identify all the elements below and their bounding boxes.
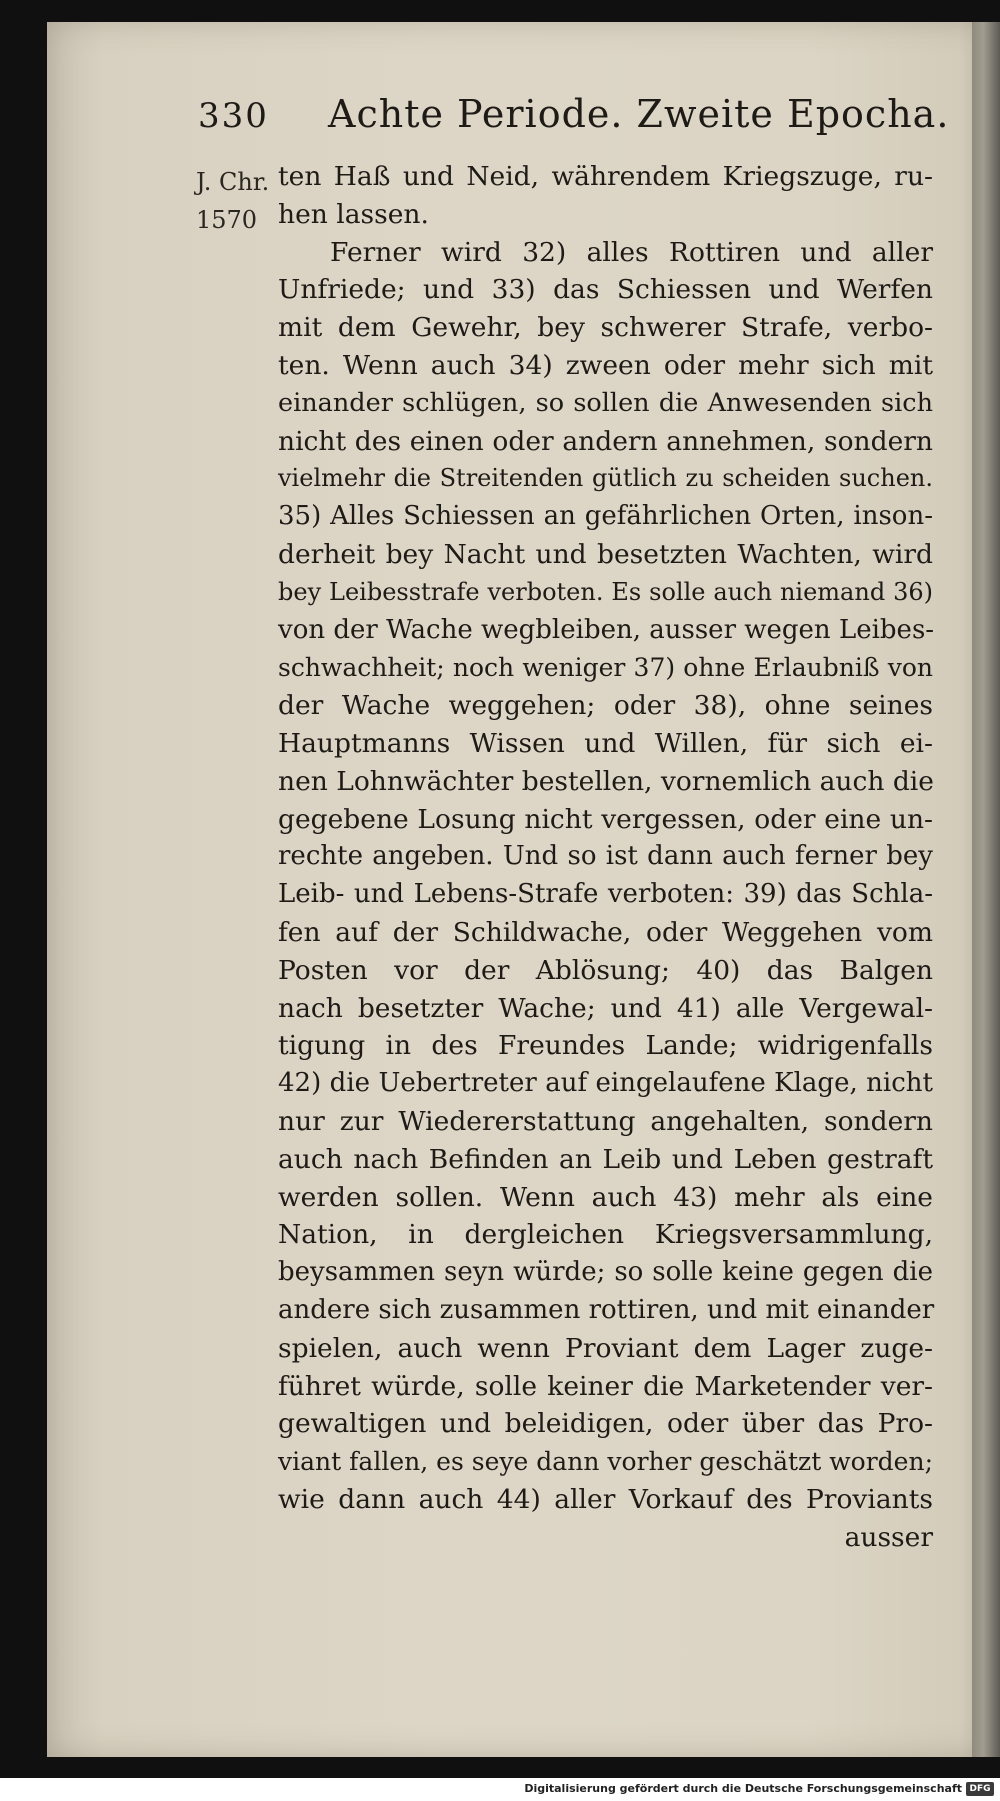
text-line: viant fallen, es seye dann vorher geschätzt worden; — [278, 1447, 933, 1477]
text-line: beysammen seyn würde; so solle keine gegen die — [278, 1257, 933, 1288]
text-line: mit dem Gewehr, bey schwerer Strafe, verbo- — [278, 312, 933, 344]
text-line: fen auf der Schildwache, oder Weggehen vom — [278, 916, 933, 948]
text-line: tigung in des Freundes Lande; widrigenfalls — [278, 1030, 933, 1062]
text-line: Leib- und Lebens-Strafe verboten: 39) das Schla- — [278, 879, 933, 910]
text-line: ten. Wenn auch 34) zween oder mehr sich mit — [278, 349, 933, 381]
funding-credit: Digitalisierung gefördert durch die Deutsche Forschungsgemeinschaft — [524, 1782, 962, 1795]
text-line: derheit bey Nacht und besetzten Wachten, wird — [278, 538, 933, 570]
text-line: werden sollen. Wenn auch 43) mehr als eine — [278, 1181, 933, 1213]
text-line: von der Wache wegbleiben, ausser wegen Leibes- — [278, 614, 935, 645]
text-line: nur zur Wiedererstattung angehalten, sondern — [278, 1105, 933, 1137]
text-line: Unfriede; und 33) das Schiessen und Werfen — [278, 274, 933, 306]
text-line: nach besetzter Wache; und 41) alle Vergewal- — [278, 992, 933, 1024]
text-line: spielen, auch wenn Proviant dem Lager zuge- — [278, 1332, 933, 1364]
text-line: Nation, in dergleichen Kriegsversammlung, — [278, 1219, 933, 1251]
text-line: schwachheit; noch weniger 37) ohne Erlaubniß von — [278, 653, 933, 683]
text-line: vielmehr die Streitenden gütlich zu scheiden suchen. — [278, 464, 933, 493]
catchword: ausser — [844, 1521, 933, 1553]
text-line: Hauptmanns Wissen und Willen, für sich ei- — [278, 727, 933, 759]
text-line: gewaltigen und beleidigen, oder über das Pro- — [278, 1408, 933, 1440]
text-line: bey Leibesstrafe verboten. Es solle auch niemand 36) — [278, 577, 933, 606]
text-line: einander schlügen, so sollen die Anwesenden sich — [278, 387, 933, 418]
body-text — [278, 158, 933, 1556]
text-line: wie dann auch 44) aller Vorkauf des Proviants — [278, 1483, 933, 1515]
margin-era: J. Chr. — [196, 168, 270, 196]
running-head: Achte Periode. Zweite Epocha. — [328, 92, 950, 136]
text-line: Ferner wird 32) alles Rottiren und aller — [330, 236, 933, 268]
margin-date-note — [196, 163, 269, 239]
page-edge-shadow — [972, 22, 1000, 1757]
text-line: 35) Alles Schiessen an gefährlichen Orten, inson- — [278, 501, 933, 532]
text-line: Posten vor der Ablösung; 40) das Balgen — [278, 954, 933, 986]
text-line: ten Haß und Neid, währendem Kriegszuge, ru- — [278, 161, 933, 192]
text-line: auch nach Befinden an Leib und Leben gestraft — [278, 1143, 933, 1175]
margin-year: 1570 — [196, 206, 258, 234]
dfg-logo: DFG — [966, 1782, 994, 1796]
text-line: gegebene Losung nicht vergessen, oder eine un- — [278, 803, 933, 835]
page-number: 330 — [198, 96, 269, 136]
text-line: rechte angeben. Und so ist dann auch ferner bey — [278, 841, 933, 872]
text-line: hen lassen. — [278, 198, 429, 230]
text-line: 42) die Uebertreter auf eingelaufene Klage, nicht — [278, 1068, 933, 1099]
digitization-footer — [0, 1778, 1000, 1801]
page-header — [198, 92, 950, 144]
text-line: führet würde, solle keiner die Marketender ver- — [278, 1370, 933, 1402]
text-line: andere sich zusammen rottiren, und mit einander — [278, 1294, 935, 1325]
text-line: nen Lohnwächter bestellen, vornemlich auch die — [278, 765, 934, 797]
text-line: der Wache weggehen; oder 38), ohne seines — [278, 690, 933, 722]
text-line: nicht des einen oder andern annehmen, sondern — [278, 425, 933, 457]
